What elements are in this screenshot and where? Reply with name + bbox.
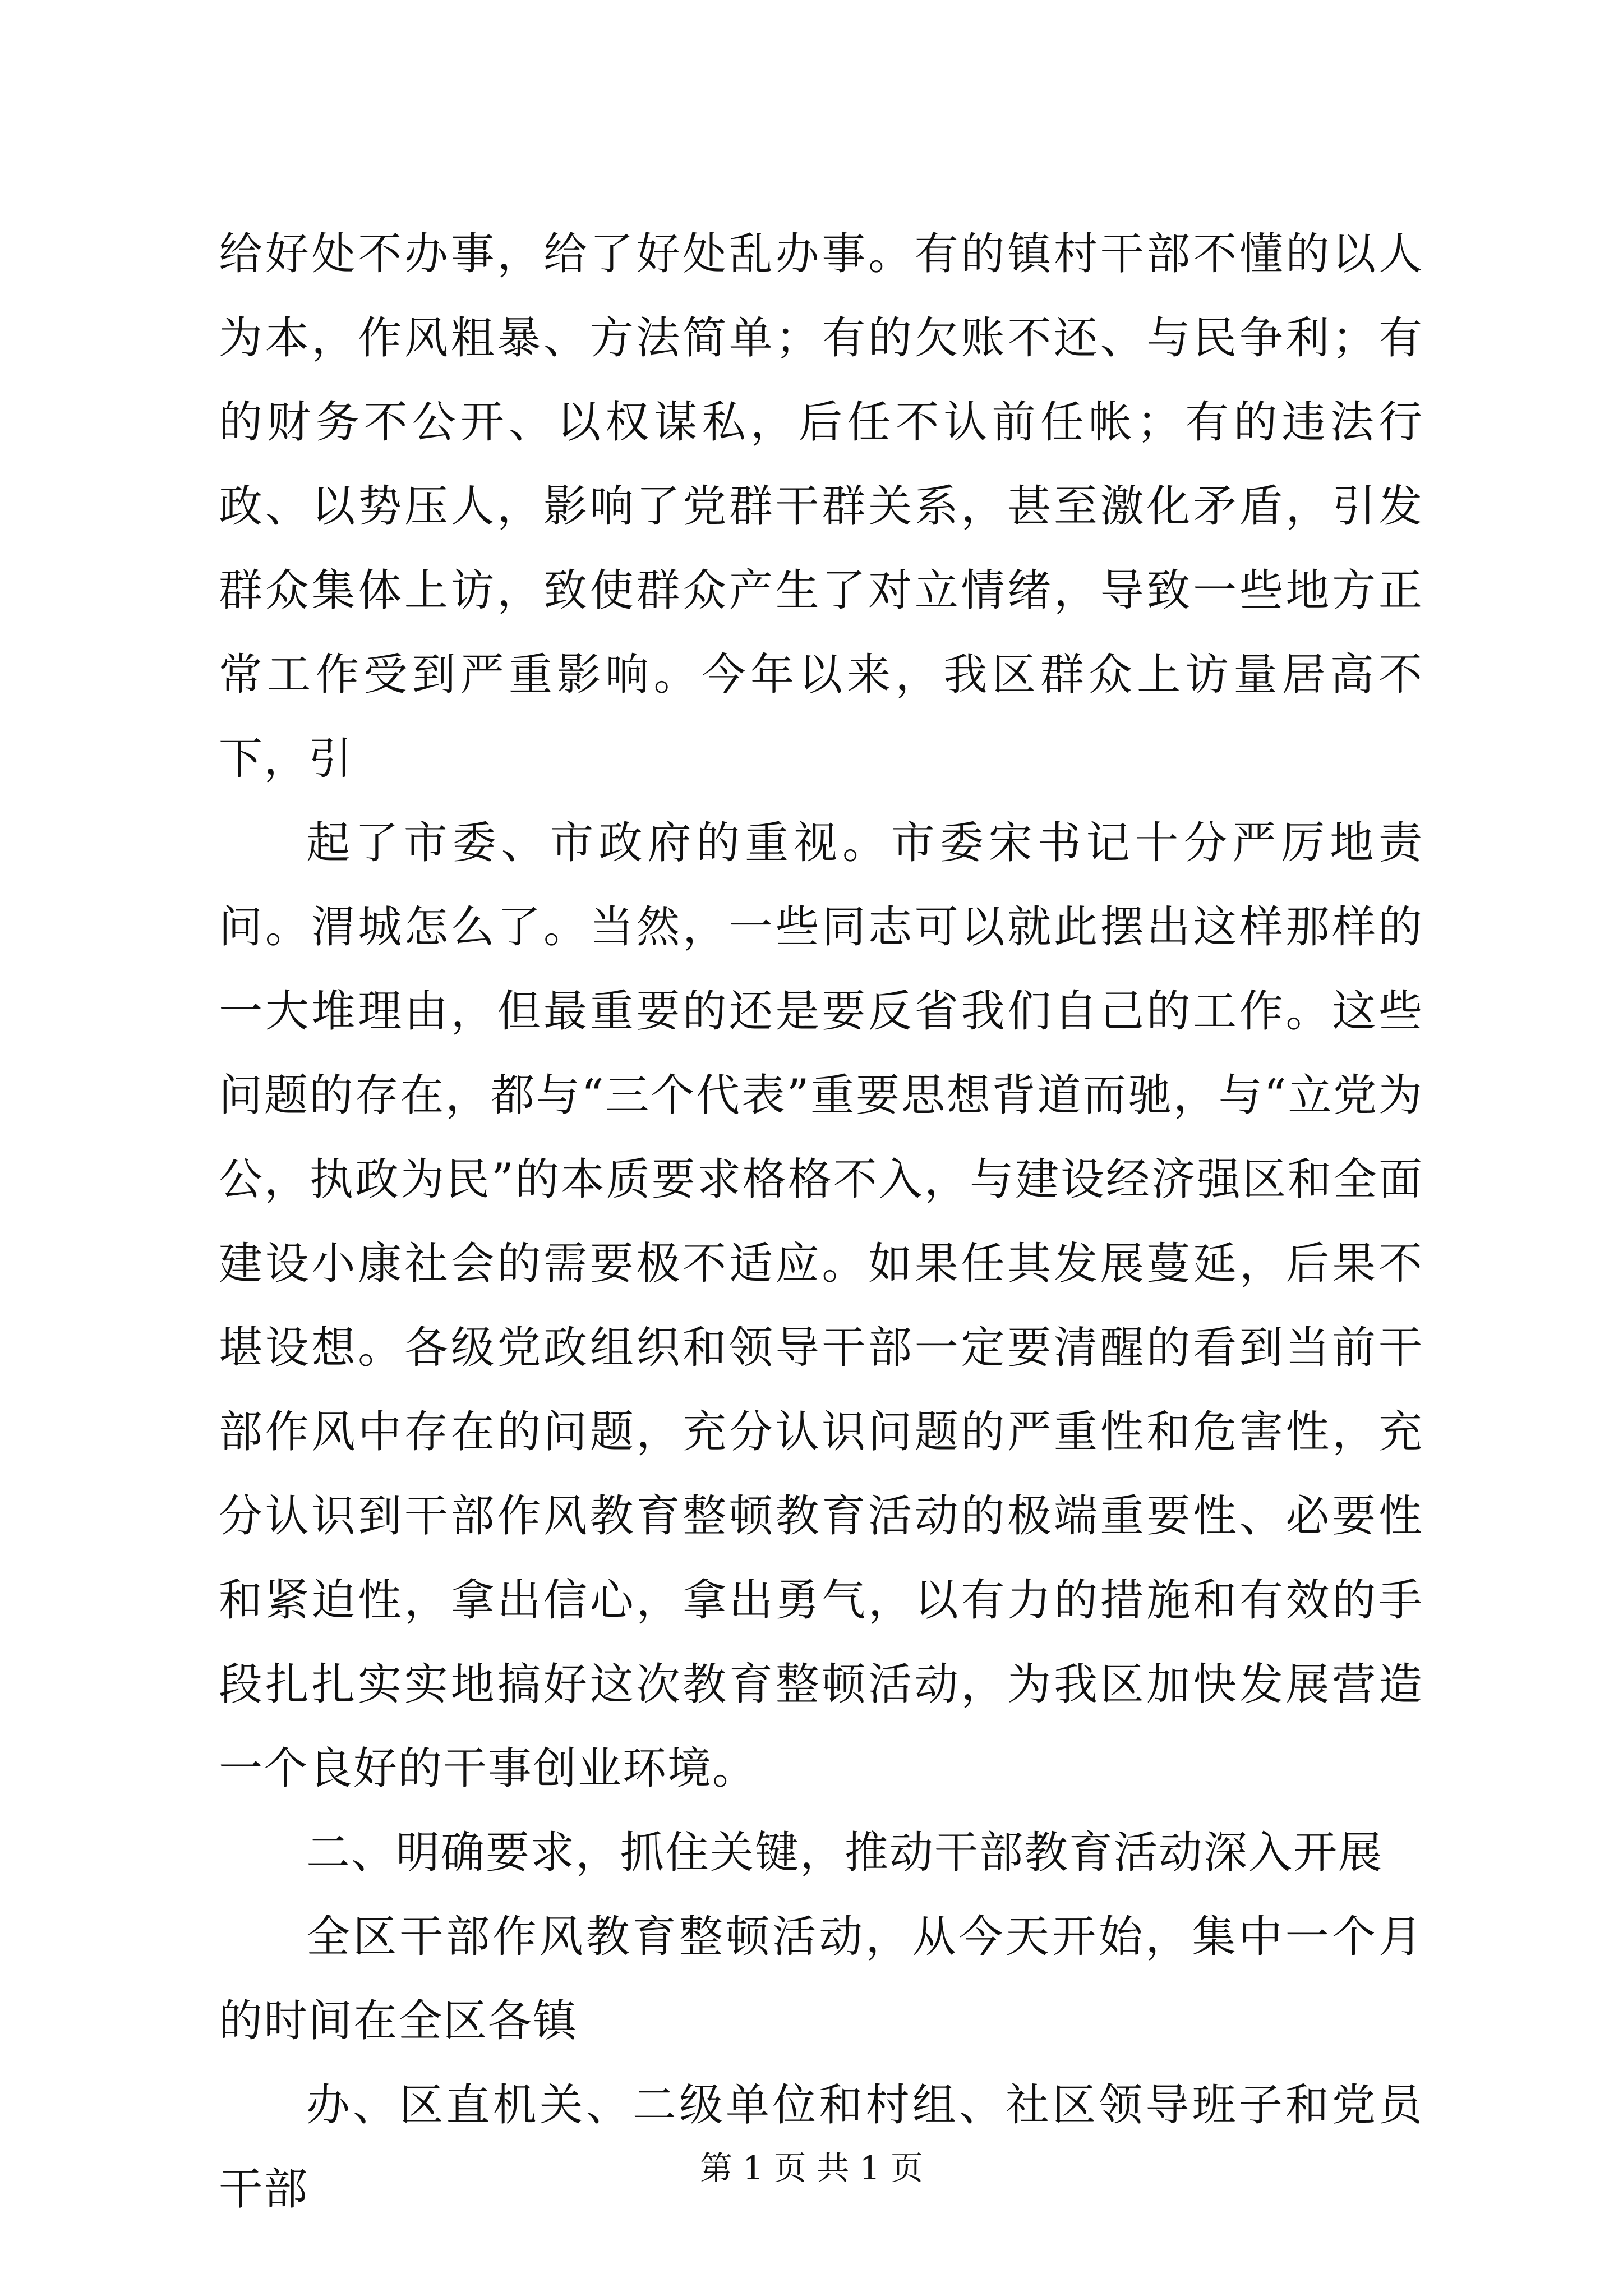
section-heading: 二、明确要求，抓住关键，推动干部教育活动深入开展 bbox=[306, 1828, 1384, 1878]
paragraph-4: 办、区直机关、二级单位和村组、社区领导班子和党员干部 bbox=[219, 2080, 1423, 2215]
paragraph-1: 给好处不办事，给了好处乱办事。有的镇村干部不懂的以人为本，作风粗暴、方法简单；有的欠账不还、与民争利；有的财务不公开、以权谋私，后任不认前任帐；有的违法行政、以势压人，影响了党群干群关系，甚至激化矛盾，引发群众集体上访，致使群众产生了对立情绪，导致一些地方正常工作受到严重影响。今年以来，我区群众上访量居高不下，引 bbox=[219, 229, 1423, 784]
paragraph-3: 全区干部作风教育整顿活动，从今天开始，集中一个月的时间在全区各镇 bbox=[219, 1912, 1423, 2046]
document-body bbox=[219, 212, 1423, 2231]
page-number-footer: 第 1 页 共 1 页 bbox=[700, 2149, 923, 2187]
paragraph-2: 起了市委、市政府的重视。市委宋书记十分严厉地责问。渭城怎么了。当然，一些同志可以就此摆出这样那样的一大堆理由，但最重要的还是要反省我们自己的工作。这些问题的存在，都与“三个代表”重要思想背道而驰，与“立党为公，执政为民”的本质要求格格不入，与建设经济强区和全面建设小康社会的需要极不适应。如果任其发展蔓延，后果不堪设想。各级党政组织和领导干部一定要清醒的看到当前干部作风中存在的问题，充分认识问题的严重性和危害性，充分认识到干部作风教育整顿教育活动的极端重要性、必要性和紧迫性，拿出信心，拿出勇气，以有力的措施和有效的手段扎扎实实地搞好这次教育整顿活动，为我区加快发展营造一个良好的干事创业环境。 bbox=[219, 818, 1423, 1794]
